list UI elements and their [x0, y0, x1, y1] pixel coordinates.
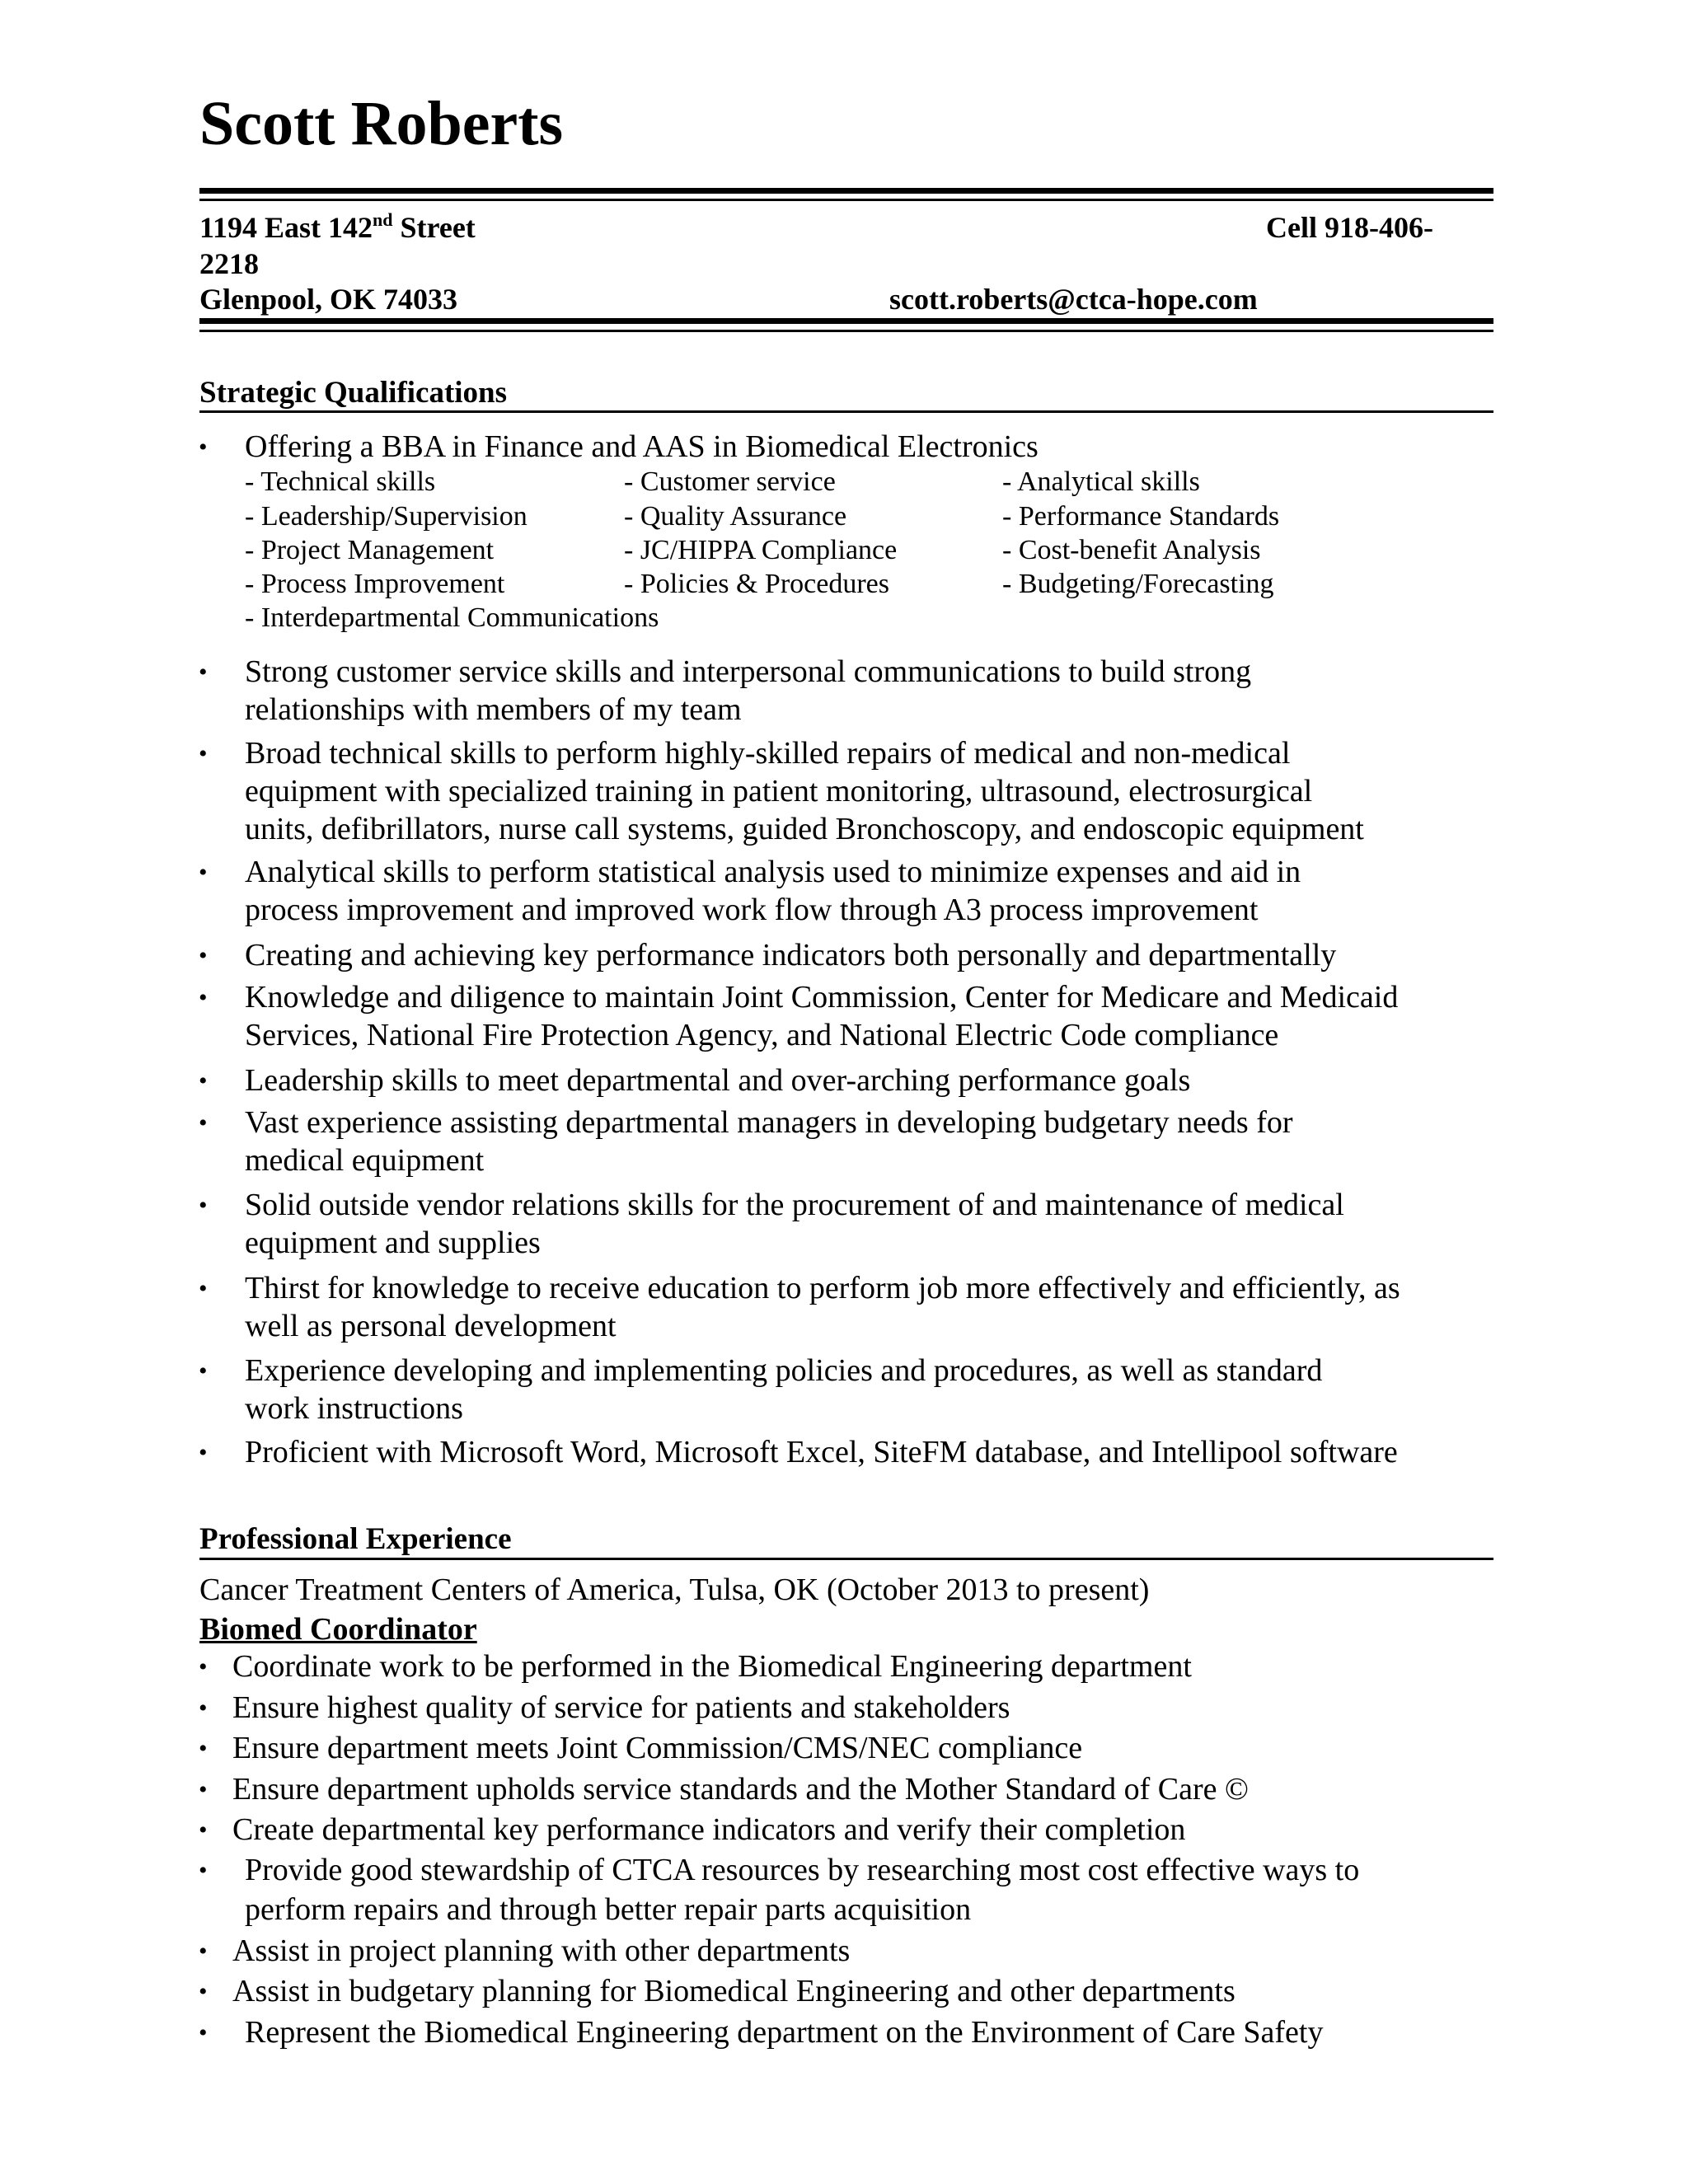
section-rule-qualifications [199, 410, 1493, 413]
skill-item: - Performance Standards [1002, 501, 1280, 532]
skill-item: - JC/HIPPA Compliance [624, 535, 898, 565]
qualification-bullet-line: equipment with specialized training in patient monitoring, ultrasound, electrosurgical [245, 774, 1313, 808]
cell-phone-continued: 2218 [199, 247, 259, 280]
qualification-bullet-line: Broad technical skills to perform highly-skilled repairs of medical and non-medical [245, 736, 1291, 771]
duty-line: Assist in budgetary planning for Biomedical Engineering and other departments [232, 1974, 1236, 2008]
qualification-bullet-line: Creating and achieving key performance indicators both personally and departmentally [245, 938, 1337, 972]
address-line-1 [199, 209, 476, 244]
duty-line: Ensure department meets Joint Commission/CMS/NEC compliance [232, 1731, 1083, 1765]
bullet-dot: • [199, 942, 208, 969]
address-line-2: Glenpool, OK 74033 [199, 283, 458, 316]
bullet-dot: • [199, 1439, 208, 1466]
qualification-bullet-line: Strong customer service skills and interpersonal communications to build strong [245, 654, 1252, 689]
bullet-dot: • [199, 2019, 208, 2046]
employer-line: Cancer Treatment Centers of America, Tulsa, OK (October 2013 to present) [199, 1572, 1150, 1607]
qualification-bullet-line: Services, National Fire Protection Agency, and National Electric Code compliance [245, 1018, 1279, 1052]
bullet-dot: • [199, 1938, 208, 1965]
qualification-bullet-line: Knowledge and diligence to maintain Joint Commission, Center for Medicare and Medicaid [245, 980, 1399, 1015]
qualification-bullet-line: Experience developing and implementing policies and procedures, as well as standard [245, 1353, 1323, 1388]
duty-line: Represent the Biomedical Engineering department on the Environment of Care Safety [245, 2015, 1324, 2050]
duty-line: Assist in project planning with other departments [232, 1933, 851, 1968]
bullet-dot: • [199, 1653, 208, 1680]
address-street: 1194 East 142 [199, 211, 373, 244]
qualification-bullet-line: Analytical skills to perform statistical analysis used to minimize expenses and aid in [245, 855, 1301, 889]
qualification-bullet-line: well as personal development [245, 1309, 617, 1343]
section-rule-experience [199, 1558, 1493, 1560]
header-rule-thick-top [199, 188, 1493, 194]
bullet-dot: • [199, 434, 208, 461]
qualification-bullet-line: Leadership skills to meet departmental and over-arching performance goals [245, 1063, 1191, 1098]
duty-line: perform repairs and through better repair parts acquisition [245, 1892, 972, 1927]
bullet-dot: • [199, 740, 208, 767]
qualification-bullet-line: process improvement and improved work flow through A3 process improvement [245, 893, 1259, 927]
skill-item: - Process Improvement [245, 569, 505, 599]
skill-item: - Quality Assurance [624, 501, 847, 532]
skill-item: - Project Management [245, 535, 495, 565]
email-address: scott.roberts@ctca-hope.com [889, 283, 1258, 316]
bullet-dot: • [199, 1694, 208, 1722]
bullet-dot: • [199, 658, 208, 686]
header-rule-thin-top [199, 199, 1493, 201]
skill-item: - Interdepartmental Communications [245, 602, 659, 633]
duty-line: Coordinate work to be performed in the Biomedical Engineering department [232, 1649, 1192, 1684]
header-rule-thick-bottom [199, 318, 1493, 324]
skill-item: - Cost-benefit Analysis [1002, 535, 1261, 565]
qualification-bullet-line: equipment and supplies [245, 1226, 541, 1260]
bullet-dot: • [199, 1192, 208, 1219]
bullet-dot: • [199, 1776, 208, 1803]
bullet-dot: • [199, 1978, 208, 2005]
bullet-dot: • [199, 1857, 208, 1884]
bullet-dot: • [199, 1067, 208, 1094]
skill-item: - Analytical skills [1002, 466, 1200, 497]
address-street-suffix: Street [392, 211, 476, 244]
qualification-bullet-line: medical equipment [245, 1143, 485, 1178]
bullet-dot: • [199, 1275, 208, 1302]
section-title-experience: Professional Experience [199, 1522, 512, 1556]
qualification-intro: Offering a BBA in Finance and AAS in Biomedical Electronics [245, 429, 1039, 464]
skill-item: - Technical skills [245, 466, 436, 497]
qualification-bullet-line: units, defibrillators, nurse call systems, guided Bronchoscopy, and endoscopic equipment [245, 812, 1364, 846]
skill-item: - Policies & Procedures [624, 569, 889, 599]
bullet-dot: • [199, 1109, 208, 1137]
job-title: Biomed Coordinator [199, 1612, 477, 1647]
candidate-name: Scott Roberts [199, 89, 564, 158]
section-title-qualifications: Strategic Qualifications [199, 376, 508, 410]
cell-phone: Cell 918-406- [1266, 211, 1433, 244]
header-rule-thin-bottom [199, 330, 1493, 332]
bullet-dot: • [199, 1357, 208, 1385]
duty-line: Ensure highest quality of service for patients and stakeholders [232, 1690, 1010, 1725]
bullet-dot: • [199, 1816, 208, 1844]
skill-item: - Customer service [624, 466, 836, 497]
duty-line: Create departmental key performance indicators and verify their completion [232, 1812, 1186, 1847]
bullet-dot: • [199, 859, 208, 886]
bullet-dot: • [199, 1735, 208, 1762]
qualification-bullet-line: work instructions [245, 1391, 463, 1426]
bullet-dot: • [199, 984, 208, 1011]
qualification-bullet-line: Thirst for knowledge to receive education to perform job more effectively and efficiently, as [245, 1271, 1400, 1305]
qualification-bullet-line: Proficient with Microsoft Word, Microsoft Excel, SiteFM database, and Intellipool software [245, 1435, 1398, 1469]
qualification-bullet-line: relationships with members of my team [245, 692, 742, 727]
duty-line: Provide good stewardship of CTCA resources by researching most cost effective ways to [245, 1853, 1360, 1887]
qualification-bullet-line: Solid outside vendor relations skills for the procurement of and maintenance of medical [245, 1188, 1344, 1222]
duty-line: Ensure department upholds service standards and the Mother Standard of Care © [232, 1772, 1249, 1807]
skill-item: - Budgeting/Forecasting [1002, 569, 1274, 599]
skill-item: - Leadership/Supervision [245, 501, 528, 532]
address-ordinal: nd [373, 209, 393, 230]
qualification-bullet-line: Vast experience assisting departmental managers in developing budgetary needs for [245, 1105, 1293, 1140]
